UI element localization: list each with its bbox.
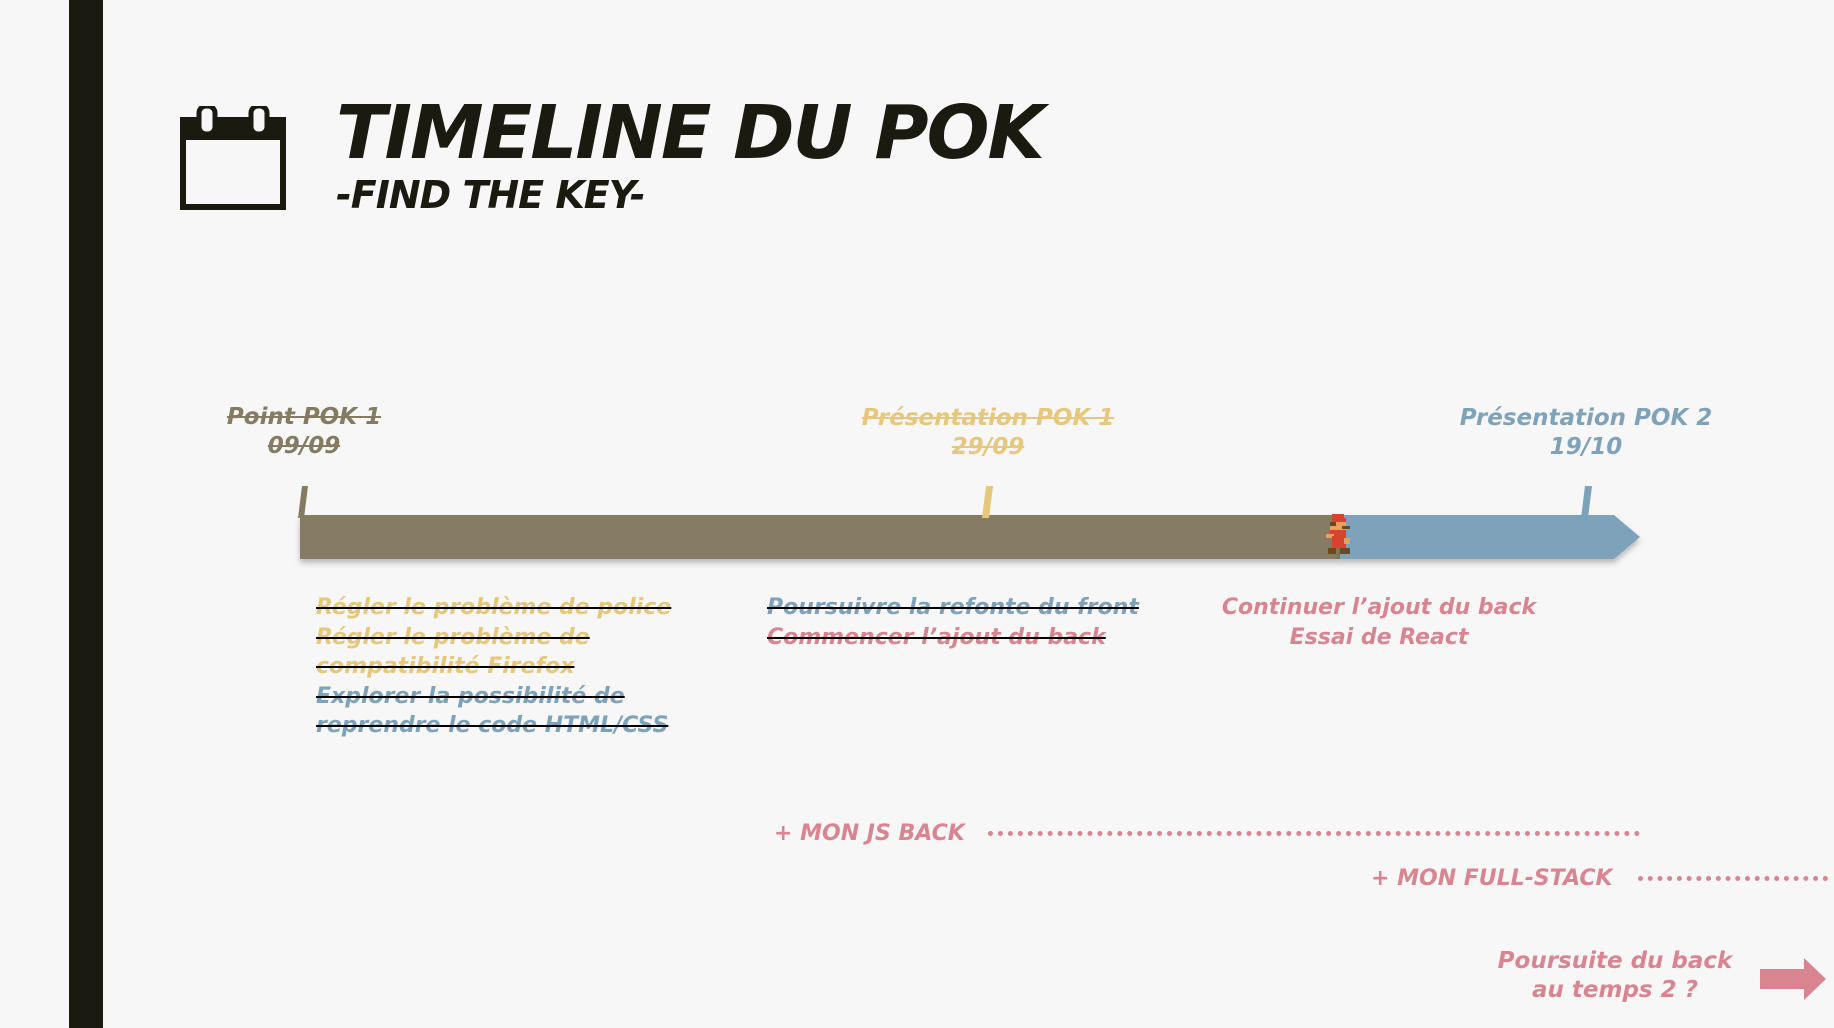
task-item: Régler le problème de police [316, 595, 672, 620]
arrow-right-icon [1760, 958, 1826, 1000]
milestone-date: 19/10 [1549, 434, 1623, 460]
tick-point-pok1 [298, 486, 308, 518]
track-js-back-label: + MON JS BACK [774, 821, 965, 846]
milestone-name: Présentation POK 2 [1459, 405, 1713, 431]
next-step-line: Poursuite du back [1497, 948, 1733, 974]
timeline-remaining-bar [1340, 515, 1640, 559]
milestone-date: 09/09 [267, 433, 341, 459]
timeline-progress-bar [300, 515, 1340, 559]
next-step-note [1490, 947, 1740, 1005]
task-item: Régler le problème de [316, 624, 590, 650]
tasks-phase3 [1196, 593, 1562, 652]
task-item: Poursuivre la refonte du front [767, 595, 1139, 620]
milestone-date: 29/09 [951, 434, 1025, 460]
task-item: compatibilité Firefox [316, 654, 575, 679]
tick-presentation-pok2 [1581, 486, 1592, 518]
task-item: Continuer l’ajout du back [1221, 595, 1537, 620]
tick-presentation-pok1 [982, 486, 993, 518]
track-js-back-line [988, 831, 1640, 836]
tasks-phase1 [316, 593, 671, 741]
milestone-name: Point POK 1 [226, 404, 382, 430]
page-title: TIMELINE DU POK [336, 90, 1043, 176]
track-full-stack-label: + MON FULL-STACK [1371, 866, 1613, 891]
milestone-name: Présentation POK 1 [861, 405, 1115, 431]
task-item: reprendre le code HTML/CSS [316, 713, 669, 738]
task-item: Commencer l’ajout du back [767, 624, 1106, 650]
task-item: Essai de React [1289, 624, 1469, 650]
next-step-line: au temps 2 ? [1532, 977, 1698, 1003]
track-full-stack-line [1638, 876, 1828, 881]
page-subtitle: -FIND THE KEY- [336, 173, 645, 217]
tasks-phase2 [767, 593, 1139, 652]
task-item: Explorer la possibilité de [316, 683, 625, 709]
